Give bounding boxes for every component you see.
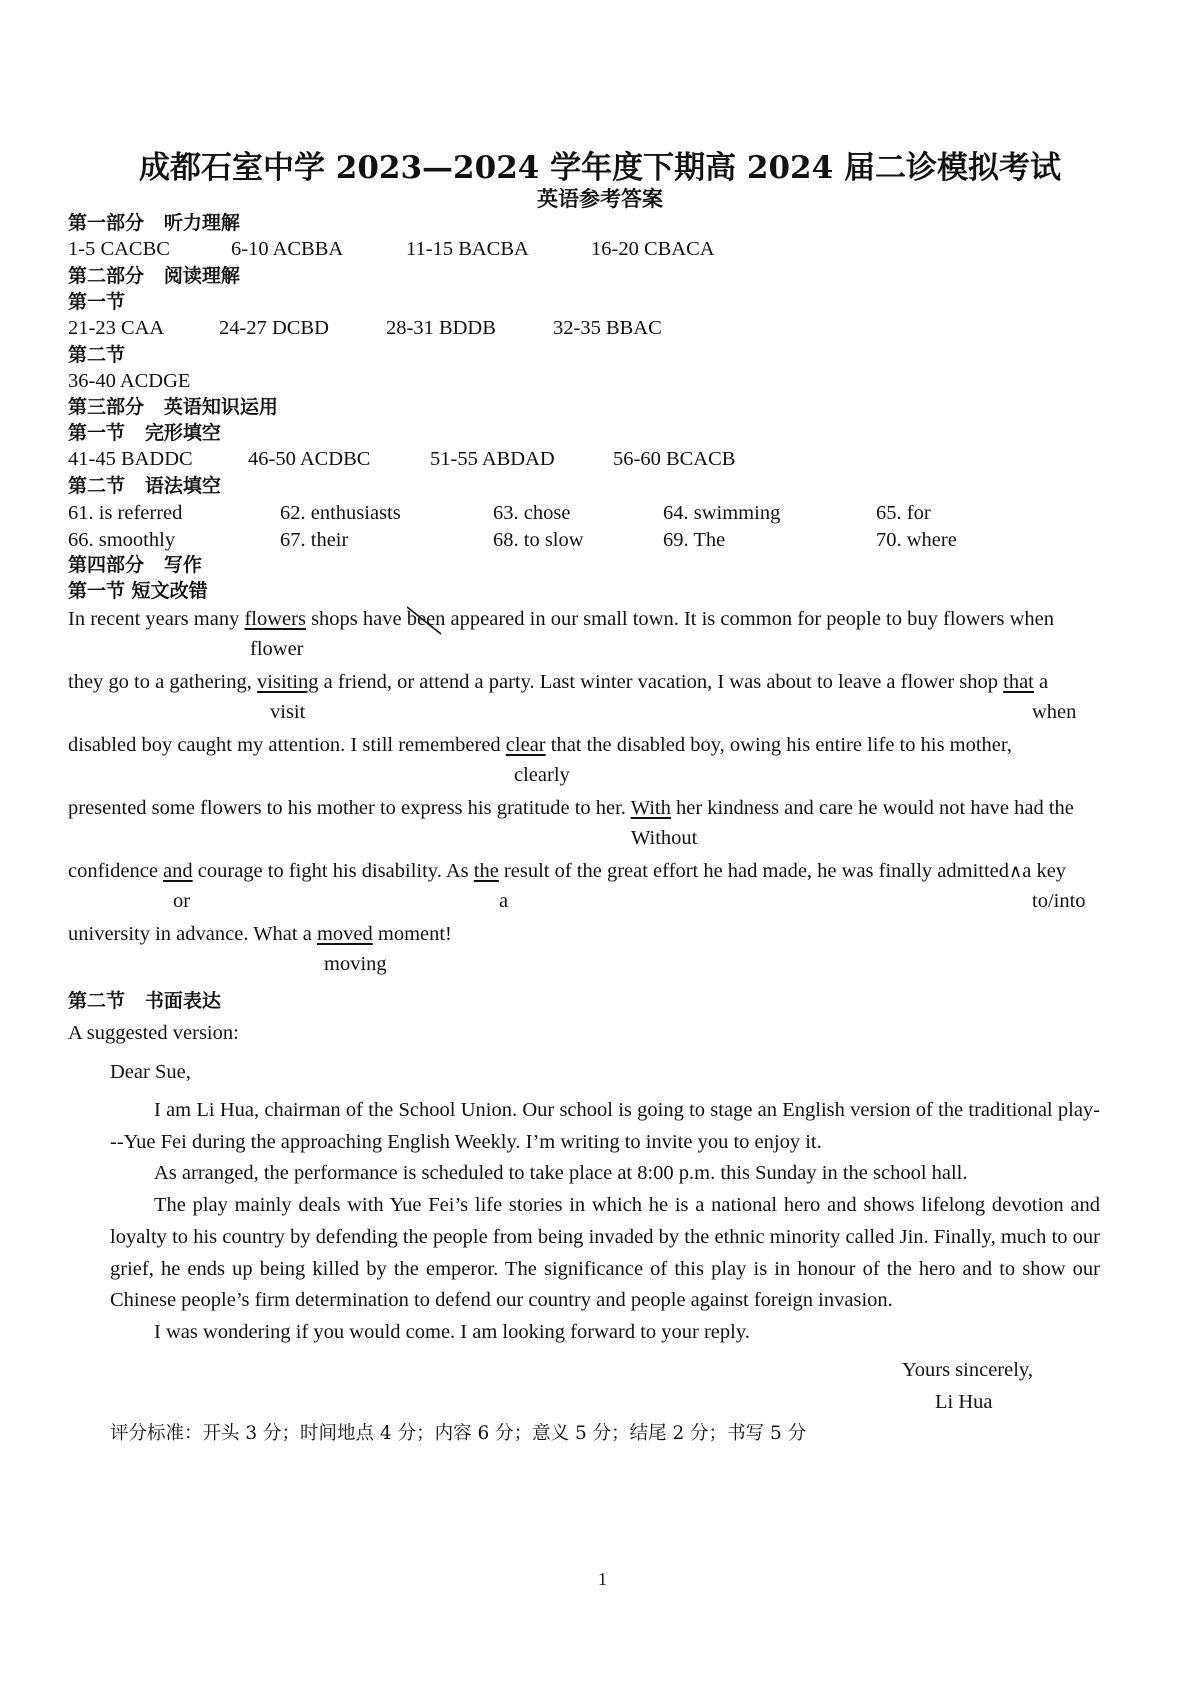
correction-line-4 bbox=[68, 795, 1074, 821]
page-subtitle: 英语参考答案 bbox=[537, 187, 663, 211]
correction-word: clearly bbox=[514, 764, 570, 786]
correction-word: moving bbox=[324, 953, 387, 975]
grammar-answer-62: 62. enthusiasts bbox=[280, 502, 401, 524]
part3-section1-heading bbox=[68, 420, 221, 446]
part1-heading-number: 第一部分 bbox=[68, 212, 145, 234]
correction-text: a key bbox=[1022, 860, 1067, 882]
part4-section1-heading: 第一节 短文改错 bbox=[68, 580, 208, 602]
part4-sec2-number: 第二节 bbox=[68, 990, 126, 1012]
correction-text: they go to a gathering, bbox=[68, 671, 258, 693]
correction-text: university in advance. What a bbox=[68, 923, 317, 945]
part4-sec2-title: 书面表达 bbox=[144, 990, 221, 1012]
part1-heading-title: 听力理解 bbox=[163, 212, 240, 234]
correction-word: when bbox=[1032, 701, 1077, 723]
grammar-answer-61: 61. is referred bbox=[68, 502, 183, 524]
correction-text: courage to fight his disability. As bbox=[192, 860, 474, 882]
grammar-answer-67: 67. their bbox=[280, 529, 349, 551]
correction-word: visit bbox=[270, 701, 306, 723]
part4-heading-title: 写作 bbox=[163, 554, 202, 576]
part2-sec1-answer-2: 24-27 DCBD bbox=[219, 317, 329, 339]
part2-sec1-answer-1: 21-23 CAA bbox=[68, 317, 165, 339]
letter-closing: Yours sincerely, bbox=[902, 1359, 1033, 1381]
part1-heading bbox=[68, 210, 240, 236]
part4-heading bbox=[68, 552, 202, 578]
correction-text: appeared in our small town. It is common for people to buy flowers when bbox=[445, 608, 1055, 630]
marked-error: and bbox=[163, 860, 193, 882]
correction-line-3 bbox=[68, 732, 1012, 758]
grammar-answer-70: 70. where bbox=[876, 529, 957, 551]
letter-paragraph: I am Li Hua, chairman of the School Union. Our school is going to stage an English version of the traditional play---Yue Fei during the approaching English Weekly. I’m writing to invite you to enjoy it. bbox=[110, 1099, 1100, 1153]
part4-section2-heading bbox=[68, 988, 221, 1014]
letter-paragraph: The play mainly deals with Yue Fei’s life stories in which he is a national hero and shows lifelong devotion and loyalty to his country by defending the people from being invaded by the ethnic minority called Jin. Finally, much to our grief, he ends up being killed by the emperor. The significance of this play is in honour of the hero and to show our Chinese people’s firm determination to defend our country and people against foreign invasion. bbox=[110, 1194, 1100, 1312]
letter-signature: Li Hua bbox=[935, 1391, 993, 1413]
marked-error: moved bbox=[316, 923, 373, 945]
part3-heading bbox=[68, 394, 278, 420]
part3-section2-heading bbox=[68, 473, 221, 499]
part3-sec1-title: 完形填空 bbox=[144, 422, 221, 444]
grammar-answer-69: 69. The bbox=[663, 529, 726, 551]
part2-sec1-answer-3: 28-31 BDDB bbox=[386, 317, 496, 339]
part2-heading bbox=[68, 263, 240, 289]
page-title: 成都石室中学 2023—2024 学年度下期高 2024 届二诊模拟考试 bbox=[138, 150, 1061, 186]
suggested-version-label: A suggested version: bbox=[68, 1022, 239, 1044]
part2-heading-number: 第二部分 bbox=[68, 265, 145, 287]
grammar-answer-68: 68. to slow bbox=[493, 529, 584, 551]
cloze-answer-2: 46-50 ACDBC bbox=[248, 448, 371, 470]
cloze-answer-3: 51-55 ABDAD bbox=[430, 448, 555, 470]
correction-text: a friend, or attend a party. Last winter vacation, I was about to leave a flower shop bbox=[318, 671, 1004, 693]
correction-line-2 bbox=[68, 669, 1048, 695]
correction-word: to/into bbox=[1032, 890, 1086, 912]
letter-paragraph: As arranged, the performance is scheduled to take place at 8:00 p.m. this Sunday in the school hall. bbox=[154, 1162, 968, 1185]
correction-text: presented some flowers to his mother to express his gratitude to her. bbox=[68, 797, 631, 819]
grammar-answer-63: 63. chose bbox=[493, 502, 571, 524]
grammar-answer-64: 64. swimming bbox=[663, 502, 781, 524]
part2-section1-heading: 第一节 bbox=[68, 291, 126, 313]
correction-text: moment! bbox=[372, 923, 452, 945]
part3-sec2-number: 第二节 bbox=[68, 475, 126, 497]
cloze-answer-4: 56-60 BCACB bbox=[613, 448, 736, 470]
part1-answer-4: 16-20 CBACA bbox=[591, 238, 715, 260]
part1-answer-1: 1-5 CACBC bbox=[68, 238, 170, 260]
correction-word: Without bbox=[631, 827, 698, 849]
correction-text: that the disabled boy, owing his entire life to his mother, bbox=[545, 734, 1013, 756]
correction-word: flower bbox=[250, 638, 304, 660]
part2-section2-heading: 第二节 bbox=[68, 344, 126, 366]
correction-text: disabled boy caught my attention. I still remembered bbox=[68, 734, 506, 756]
part3-sec2-title: 语法填空 bbox=[144, 475, 221, 497]
part2-heading-title: 阅读理解 bbox=[163, 265, 240, 287]
correction-text: her kindness and care he would not have had the bbox=[670, 797, 1074, 819]
marked-error: clear bbox=[505, 734, 546, 756]
deleted-word bbox=[407, 608, 446, 630]
marked-error: With bbox=[630, 797, 671, 819]
correction-text: In recent years many bbox=[68, 608, 245, 630]
part3-heading-number: 第三部分 bbox=[68, 396, 145, 418]
cloze-answer-1: 41-45 BADDC bbox=[68, 448, 193, 470]
grammar-answer-66: 66. smoothly bbox=[68, 529, 176, 551]
letter-body bbox=[110, 1095, 1100, 1349]
part4-heading-number: 第四部分 bbox=[68, 554, 145, 576]
scoring-criteria: 评分标准：开头 3 分；时间地点 4 分；内容 6 分；意义 5 分；结尾 2 分；书写 5 分 bbox=[110, 1423, 807, 1444]
correction-word: or bbox=[173, 890, 191, 912]
page-number: 1 bbox=[598, 1569, 607, 1589]
correction-text: a bbox=[1033, 671, 1049, 693]
correction-line-6 bbox=[68, 921, 452, 947]
correction-line-1 bbox=[68, 606, 1054, 632]
part2-sec1-answer-4: 32-35 BBAC bbox=[553, 317, 662, 339]
correction-text: confidence bbox=[68, 860, 164, 882]
correction-text: result of the great effort he had made, he was finally admitted bbox=[498, 860, 1010, 882]
correction-line-5 bbox=[68, 858, 1066, 885]
deletion-mark-icon bbox=[407, 606, 447, 638]
part2-sec2-answer: 36-40 ACDGE bbox=[68, 370, 191, 392]
part3-sec1-number: 第一节 bbox=[68, 422, 126, 444]
marked-error: the bbox=[473, 860, 499, 882]
part3-heading-title: 英语知识运用 bbox=[163, 396, 278, 418]
grammar-answer-65: 65. for bbox=[876, 502, 931, 524]
letter-greeting: Dear Sue, bbox=[110, 1061, 191, 1083]
part1-answer-2: 6-10 ACBBA bbox=[231, 238, 344, 260]
correction-text: shops have bbox=[305, 608, 407, 630]
marked-error: flowers bbox=[244, 608, 306, 630]
marked-error: visiting bbox=[257, 671, 319, 693]
correction-word: a bbox=[499, 890, 509, 912]
part1-answer-3: 11-15 BACBA bbox=[406, 238, 529, 260]
letter-paragraph: I was wondering if you would come. I am looking forward to your reply. bbox=[154, 1320, 750, 1343]
marked-error: that bbox=[1003, 671, 1034, 693]
deleted-word-text: been bbox=[406, 608, 446, 630]
insertion-caret-icon: ∧ bbox=[1009, 861, 1023, 882]
